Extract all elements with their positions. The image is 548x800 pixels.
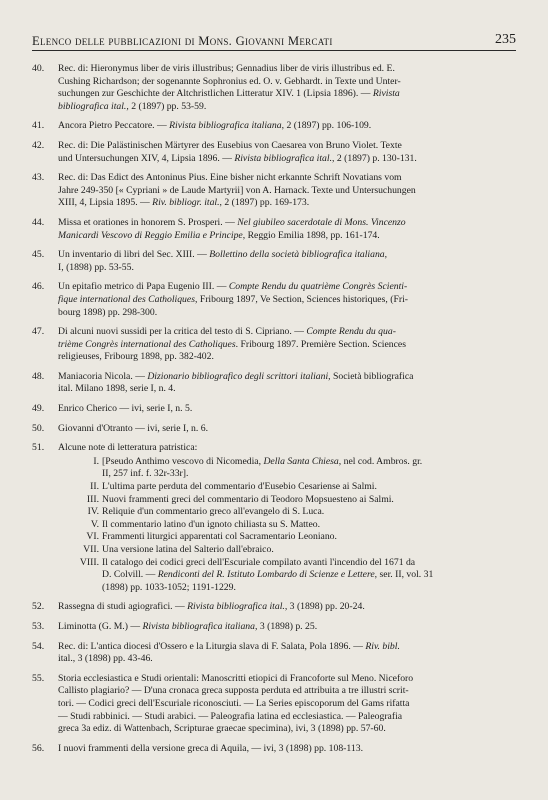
page-header bbox=[32, 30, 516, 51]
bibliography-entry bbox=[32, 281, 516, 319]
sub-item bbox=[72, 506, 516, 519]
entry-number: 44. bbox=[32, 216, 45, 228]
entry-number: 48. bbox=[32, 370, 45, 382]
entry-text-line: religieuses, Fribourg 1898, pp. 382-402. bbox=[58, 351, 214, 363]
sub-item-number: VII. bbox=[83, 544, 99, 555]
bibliography-entry bbox=[32, 326, 516, 364]
bibliography-entry bbox=[32, 641, 516, 666]
entry-text-line: ital. Milano 1898, serie I, n. 4. bbox=[58, 383, 176, 395]
bibliography-list bbox=[32, 63, 516, 755]
sub-item bbox=[72, 544, 516, 557]
entry-text-line: Un inventario di libri del Sec. XIII. — Bollettino della società bibliografica italiana, bbox=[58, 249, 388, 261]
entry-text-line: Manicardi Vescovo di Reggio Emilia e Principe, Reggio Emilia 1898, pp. 161-174. bbox=[58, 229, 380, 241]
running-title: Elenco delle pubblicazioni di Mons. Giovanni Mercati bbox=[32, 34, 333, 48]
sub-item-number: II. bbox=[90, 481, 99, 493]
entry-text-line: I, (1898) pp. 53-55. bbox=[58, 261, 134, 273]
entry-text-line: Rec. di: Hieronymus liber de viris illustribus; Gennadius liber de viris illustribus ed. E. bbox=[58, 63, 395, 74]
entry-text-line: fique international des Catholiques, Fribourg 1897, Ve Section, Sciences historiques, (Fri- bbox=[58, 293, 408, 305]
sub-item bbox=[72, 519, 516, 532]
sub-item-text-line: D. Colvill. — Rendiconti del R. Istituto Lombardo di Scienze e Lettere, ser. II, vol. 31 bbox=[102, 569, 434, 581]
entry-text-line: Storia ecclesiastica e Studi orientali: Manoscritti etiopici di Francoforte sul Meno. Niceforo bbox=[58, 672, 414, 684]
sub-item-number: VIII. bbox=[79, 556, 99, 568]
sub-item-text-line: Una versione latina del Salterio dall'ebraico. bbox=[102, 544, 274, 555]
entry-text-line: Un epitafio metrico di Papa Eugenio III. — Compte Rendu du quatrième Congrès Scienti- bbox=[58, 281, 408, 293]
page-number: 235 bbox=[495, 32, 516, 47]
entry-number: 45. bbox=[32, 249, 45, 261]
entry-number: 55. bbox=[32, 672, 45, 684]
entry-number: 40. bbox=[32, 63, 45, 74]
bibliography-entry bbox=[32, 673, 516, 736]
sub-item bbox=[72, 494, 516, 507]
entry-text-line: Enrico Cherico — ivi, serie I, n. 5. bbox=[58, 403, 193, 415]
entry-number: 53. bbox=[32, 620, 45, 632]
entry-text-line: I nuovi frammenti della versione greca di Aquila, — ivi, 3 (1898) pp. 108-113. bbox=[58, 742, 363, 754]
sub-item-text-line: Frammenti liturgici apparentati col Sacramentario Leoniano. bbox=[102, 531, 337, 543]
entry-number: 41. bbox=[32, 120, 45, 132]
bibliography-entry bbox=[32, 140, 516, 165]
sub-item-text-line: Il commentario latino d'un ignoto chiliasta su S. Matteo. bbox=[102, 518, 321, 530]
entry-text-line: Cushing Richardson; der sogenannte Sophronius ed. O. v. Gebhardt. in Texte und Unter- bbox=[58, 75, 401, 87]
sub-item-text-line: (1898) pp. 1033-1052; 1191-1229. bbox=[102, 581, 236, 593]
entry-number: 54. bbox=[32, 640, 45, 652]
bibliography-entry bbox=[32, 120, 516, 133]
sub-item bbox=[72, 557, 516, 595]
bibliography-entry bbox=[32, 172, 516, 210]
entry-text-line: Liminotta (G. M.) — Rivista bibliografica italiana, 3 (1898) p. 25. bbox=[58, 620, 318, 632]
entry-text-line: bourg 1898) pp. 298-300. bbox=[58, 306, 158, 318]
bibliography-entry bbox=[32, 249, 516, 274]
sub-item bbox=[72, 456, 516, 481]
sub-item-text-line: Nuovi frammenti greci del commentario di Teodoro Mopsuesteno ai Salmi. bbox=[102, 493, 394, 505]
sub-item-number: III. bbox=[86, 493, 99, 505]
sub-item-number: V. bbox=[90, 518, 99, 530]
entry-text-line: Missa et orationes in honorem S. Prosperi. — Nel giubileo sacerdotale di Mons. Vincenzo bbox=[58, 216, 406, 228]
entry-text-line: greca 3a ediz. di Wattenbach, Scripturae graecae specimina), ivi, 3 (1898) pp. 57-60. bbox=[58, 723, 386, 735]
sub-item-number: IV. bbox=[87, 506, 99, 518]
bibliography-entry bbox=[32, 442, 516, 594]
entry-number: 49. bbox=[32, 403, 45, 415]
entry-number: 47. bbox=[32, 326, 45, 338]
entry-number: 43. bbox=[32, 172, 45, 184]
entry-text-line: — Studi rabbinici. — Studi arabici. — Paleografia latina ed ecclesiastica. — Paleografia bbox=[58, 710, 403, 722]
sub-item bbox=[72, 531, 516, 544]
entry-text-line: bibliografica ital., 2 (1897) pp. 53-59. bbox=[58, 100, 207, 112]
entry-text-line: Ancora Pietro Peccatore. — Rivista bibliografica italiana, 2 (1897) pp. 106-109. bbox=[58, 120, 372, 132]
entry-text-line: Rec. di: Die Palästinischen Märtyrer des Eusebius von Caesarea von Bruno Violet. Texte bbox=[58, 139, 402, 151]
sub-item-list bbox=[72, 456, 516, 595]
entry-text-line: Maniacoria Nicola. — Dizionario bibliografico degli scrittori italiani, Società bibliografica bbox=[58, 370, 414, 382]
entry-text-line: XIII, 4, Lipsia 1895. — Riv. bibliogr. ital., 2 (1897) pp. 169-173. bbox=[58, 197, 310, 209]
entry-text-line: Callisto plagiario? — D'una cronaca greca supposta perduta ed attribuita a tre illustri scrit- bbox=[58, 685, 409, 697]
sub-item-text-line: [Pseudo Anthimo vescovo di Nicomedia, Della Santa Chiesa, nel cod. Ambros. gr. bbox=[102, 455, 423, 467]
bibliography-entry bbox=[32, 743, 516, 756]
bibliography-entry bbox=[32, 601, 516, 614]
entry-number: 46. bbox=[32, 281, 45, 293]
bibliography-entry bbox=[32, 217, 516, 242]
sub-item-text-line: Reliquie d'un commentario greco all'evangelo di S. Luca. bbox=[102, 506, 325, 518]
bibliography-entry bbox=[32, 371, 516, 396]
sub-item bbox=[72, 481, 516, 494]
entry-number: 51. bbox=[32, 442, 45, 454]
entry-number: 42. bbox=[32, 139, 45, 151]
entry-text-line: Rassegna di studi agiografici. — Rivista bibliografica ital., 3 (1898) pp. 20-24. bbox=[58, 601, 365, 613]
bibliography-entry bbox=[32, 403, 516, 416]
entry-text-line: ital., 3 (1898) pp. 43-46. bbox=[58, 653, 153, 665]
entry-text-line: Giovanni d'Otranto — ivi, serie I, n. 6. bbox=[58, 422, 208, 434]
entry-number: 50. bbox=[32, 422, 45, 434]
entry-text-line: und Untersuchungen XIV, 4, Lipsia 1896. — Rivista bibliografica ital., 2 (1897) p. 130-131. bbox=[58, 152, 417, 164]
entry-text-line: Jahre 249-350 [« Cypriani » de Laude Martyrii] von A. Harnack. Texte und Untersuchungen bbox=[58, 184, 416, 196]
entry-text-line: Rec. di: Das Edict des Antoninus Pius. Eine bisher nicht erkannte Schrift Novatians vom bbox=[58, 172, 402, 184]
bibliography-entry bbox=[32, 621, 516, 634]
sub-item-number: I. bbox=[93, 455, 99, 467]
entry-text-line: tori. — Codici greci dell'Escuriale riconosciuti. — La Series episcoporum del Gams rifatta bbox=[58, 697, 410, 709]
entry-text-line: Rec. di: L'antica diocesi d'Ossero e la Liturgia slava di F. Salata, Pola 1896. — Riv. bibl. bbox=[58, 640, 400, 652]
sub-item-text-line: L'ultima parte perduta del commentario d'Eusebio Cesariense ai Salmi. bbox=[102, 481, 377, 493]
bibliography-entry bbox=[32, 423, 516, 436]
entry-number: 52. bbox=[32, 601, 45, 613]
entry-number: 56. bbox=[32, 742, 45, 754]
entry-text-line: Alcune note di letteratura patristica: bbox=[58, 442, 198, 454]
sub-item-number: VI. bbox=[86, 531, 99, 543]
bibliography-entry bbox=[32, 63, 516, 113]
entry-text-line: suchungen zur Geschichte der Altchristlichen Litteratur XIV. 1 (Lipsia 1896). — Rivista bbox=[58, 88, 400, 100]
entry-text-line: Di alcuni nuovi sussidi per la critica del testo di S. Cipriano. — Compte Rendu du qua- bbox=[58, 326, 396, 338]
entry-text-line: trième Congrès international des Catholiques. Fribourg 1897. Première Section. Sciences bbox=[58, 338, 407, 350]
sub-item-text-line: Il catalogo dei codici greci dell'Escuriale compilato avanti l'incendio del 1671 da bbox=[102, 556, 416, 568]
sub-item-text-line: II, 257 inf. f. 32r-33r]. bbox=[102, 468, 189, 480]
